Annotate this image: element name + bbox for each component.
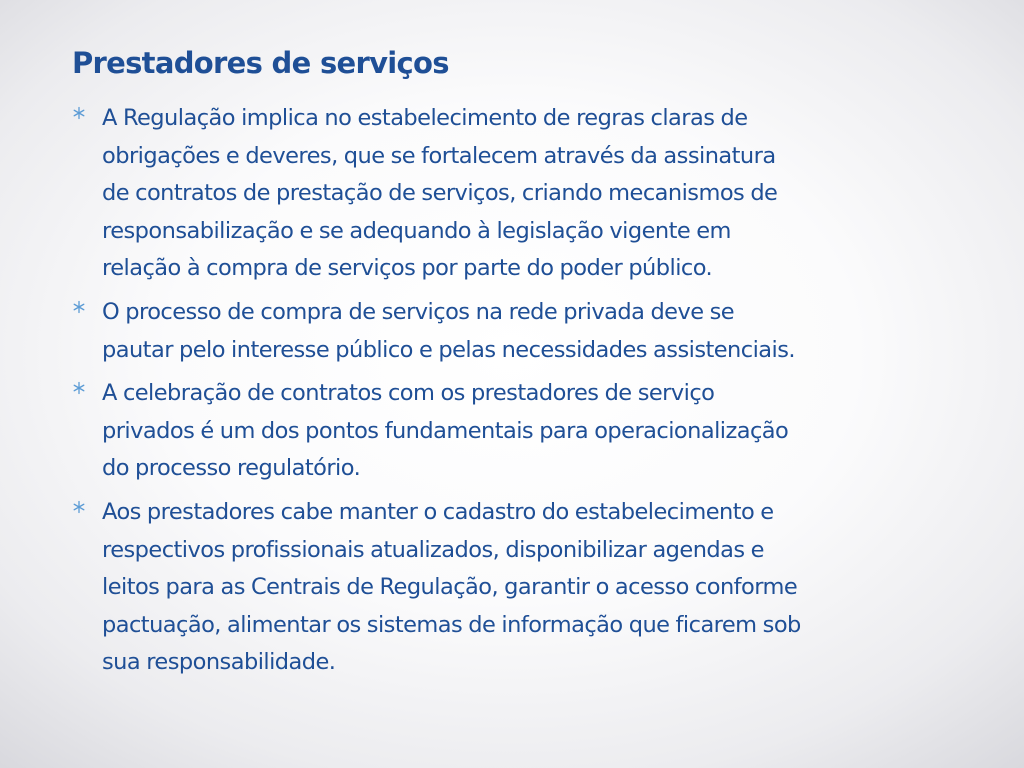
bullet-line: pactuação, alimentar os sistemas de informação que ficarem sob: [102, 611, 801, 638]
bullet-line: sua responsabilidade.: [102, 649, 336, 676]
bullet-line: O processo de compra de serviços na rede privada deve se: [102, 298, 735, 325]
bullet-line: relação à compra de serviços por parte do poder público.: [102, 255, 713, 282]
bullet-line: A celebração de contratos com os prestadores de serviço: [102, 380, 715, 407]
bullet-line: de contratos de prestação de serviços, criando mecanismos de: [102, 180, 778, 207]
bullet-line: A Regulação implica no estabelecimento de regras claras de: [102, 105, 748, 131]
asterisk-icon: [72, 106, 86, 120]
bullet-item: [72, 375, 962, 488]
bullet-item: [72, 494, 962, 682]
bullet-item: [72, 100, 962, 288]
bullet-line: responsabilização e se adequando à legislação vigente em: [102, 217, 731, 244]
bullet-line: privados é um dos pontos fundamentais para operacionalização: [102, 417, 789, 444]
slide-title: Prestadores de serviços: [72, 46, 449, 80]
asterisk-icon: [72, 300, 86, 314]
asterisk-icon: [72, 500, 86, 514]
bullet-line: leitos para as Centrais de Regulação, garantir o acesso conforme: [102, 574, 798, 601]
asterisk-icon: [72, 381, 86, 395]
bullet-line: do processo regulatório.: [102, 455, 361, 482]
bullet-line: Aos prestadores cabe manter o cadastro do estabelecimento e: [102, 498, 774, 525]
bullet-line: pautar pelo interesse público e pelas necessidades assistenciais.: [102, 336, 796, 363]
bullet-line: obrigações e deveres, que se fortalecem através da assinatura: [102, 142, 776, 169]
bullet-line: respectivos profissionais atualizados, disponibilizar agendas e: [102, 536, 764, 563]
bullet-list: [72, 100, 962, 688]
bullet-item: [72, 294, 962, 369]
